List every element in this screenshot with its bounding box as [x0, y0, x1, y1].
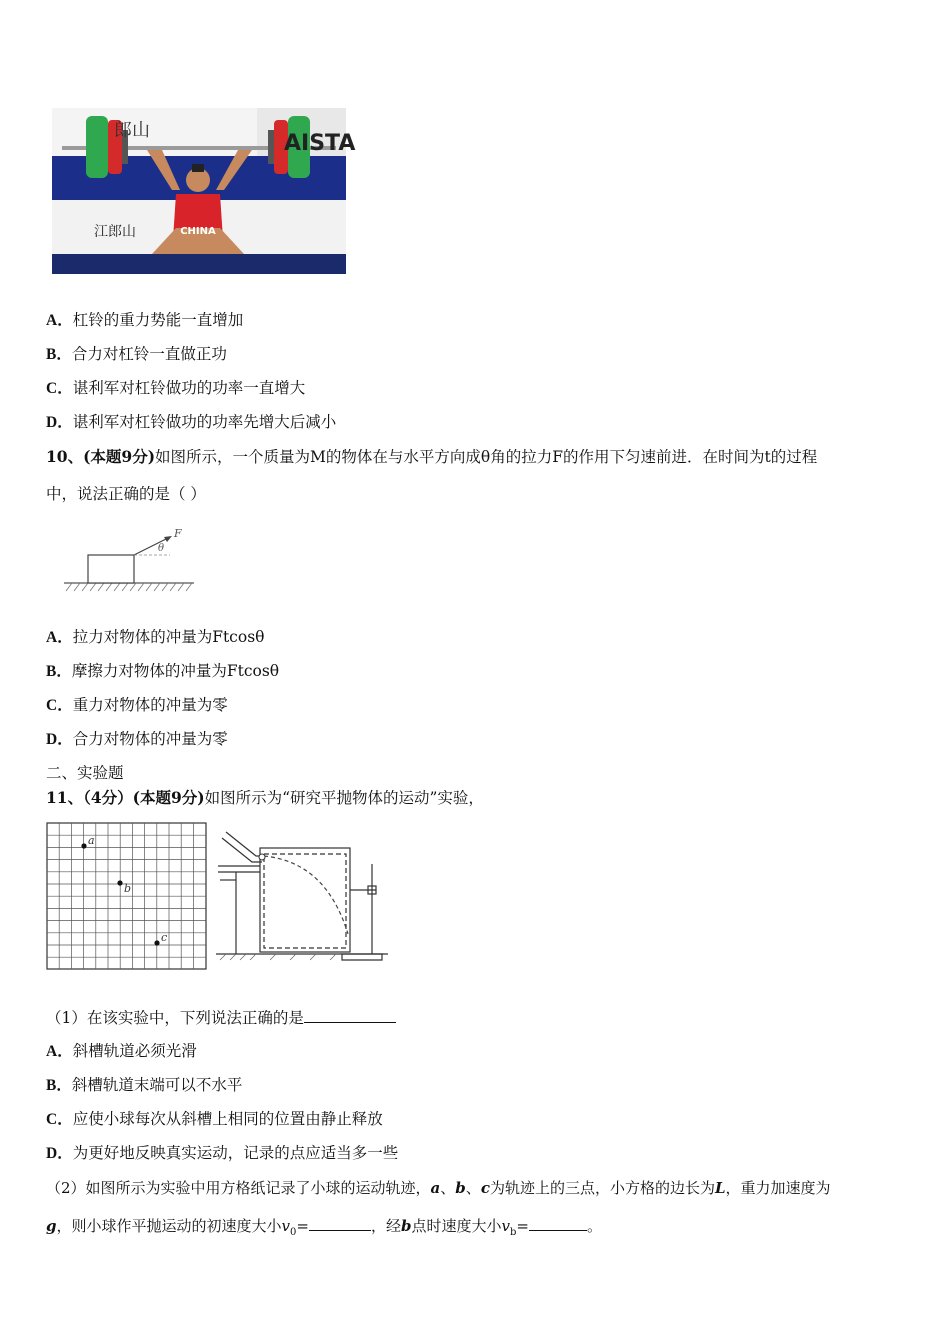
option-letter: C．	[46, 697, 73, 714]
q11-option-c	[46, 1108, 383, 1131]
q9-option-b	[46, 343, 227, 366]
var-L: L	[714, 1179, 726, 1197]
vb-answer-blank[interactable]	[529, 1214, 587, 1231]
q10-force-diagram	[60, 525, 200, 601]
v0-subscript: 0	[290, 1227, 297, 1238]
var-c: c	[480, 1179, 490, 1197]
option-text: 斜槽轨道必须光滑	[72, 1042, 197, 1060]
q11-stem	[46, 787, 484, 809]
point-b	[117, 880, 122, 885]
option-text: 拉力对物体的冲量为Ftcosθ	[72, 628, 265, 646]
banner-left-text: 江郎山	[94, 224, 136, 240]
option-letter: B．	[46, 1077, 72, 1094]
option-letter: A．	[46, 629, 73, 646]
option-letter: C．	[46, 380, 73, 397]
option-text: 杠铃的重力势能一直增加	[72, 311, 244, 329]
var-g: g	[46, 1217, 57, 1235]
v0-answer-blank[interactable]	[309, 1214, 371, 1231]
weightlifting-photo	[52, 108, 356, 274]
sponsor-text: AISTA	[284, 131, 356, 156]
q11-option-d	[46, 1142, 398, 1165]
q9-option-c	[46, 377, 305, 400]
part2-text: ，重力加速度为	[725, 1179, 831, 1197]
vb-subscript: b	[509, 1227, 517, 1238]
question-number: 11、	[46, 788, 84, 807]
separator: 、	[440, 1179, 456, 1197]
option-text: 谌利军对杠铃做功的功率先增大后减小	[72, 413, 337, 431]
prompt-text: （1）在该实验中，下列说法正确的是	[46, 1009, 304, 1027]
force-label: F	[174, 527, 182, 540]
q11-option-a	[46, 1040, 197, 1063]
point-c	[154, 940, 159, 945]
q11-option-b	[46, 1074, 242, 1097]
q11-part1-prompt	[46, 1006, 396, 1029]
question-text: 如图所示为“研究平抛物体的运动”实验，	[204, 789, 484, 807]
var-b: b	[455, 1179, 466, 1197]
part2-text: ，经	[370, 1217, 401, 1235]
grid-paper	[46, 822, 208, 972]
option-letter: A．	[46, 1043, 73, 1060]
separator: 、	[465, 1179, 481, 1197]
part2-text: 为轨迹上的三点，小方格的边长为	[489, 1179, 715, 1197]
option-letter: D．	[46, 414, 73, 431]
option-text: 谌利军对杠铃做功的功率一直增大	[72, 379, 306, 397]
question-text: 如图所示，一个质量为M的物体在与水平方向成θ角的拉力F的作用下匀速前进．在时间为t的过程	[155, 448, 818, 466]
equals: =	[296, 1217, 309, 1235]
q10-option-a	[46, 626, 265, 649]
part2-text: ，则小球作平抛运动的初速度大小	[56, 1217, 282, 1235]
q10-option-d	[46, 728, 228, 751]
var-b: b	[400, 1217, 412, 1235]
shirt-text: CHINA	[180, 226, 216, 237]
option-letter: B．	[46, 663, 72, 680]
apparatus-figure	[216, 826, 388, 968]
option-letter: D．	[46, 1145, 73, 1162]
question-points: (本题9分)	[132, 788, 205, 807]
option-letter: D．	[46, 731, 73, 748]
section-title: 二、实验题	[46, 764, 124, 782]
block-force-figure	[60, 525, 200, 597]
option-text: 合力对杠铃一直做正功	[71, 345, 227, 363]
question-text: 中，说法正确的是（ ）	[46, 485, 206, 503]
option-letter: A．	[46, 312, 73, 329]
option-letter: C．	[46, 1111, 73, 1128]
label-c: c	[161, 931, 168, 944]
question-score: （4分）	[83, 788, 133, 807]
question-number: 10、	[46, 447, 84, 466]
part2-text: （2）如图所示为实验中用方格纸记录了小球的运动轨迹，	[46, 1179, 431, 1197]
q10-option-c	[46, 694, 228, 717]
var-vb: v	[501, 1217, 510, 1235]
equals: =	[516, 1217, 529, 1235]
option-text: 重力对物体的冲量为零	[72, 696, 228, 714]
option-text: 摩擦力对物体的冲量为Ftcosθ	[71, 662, 280, 680]
part2-text: 点时速度大小	[411, 1217, 502, 1235]
label-a: a	[88, 834, 95, 847]
banner-top-text: 郎山	[114, 120, 150, 141]
answer-blank[interactable]	[304, 1006, 396, 1023]
q9-option-a	[46, 309, 243, 332]
option-text: 合力对物体的冲量为零	[72, 730, 228, 748]
point-a	[81, 843, 86, 848]
q10-stem-line2	[46, 483, 206, 505]
option-text: 斜槽轨道末端可以不水平	[71, 1076, 243, 1094]
q11-part2-line2	[46, 1214, 602, 1244]
projectile-apparatus	[216, 826, 388, 964]
q10-stem-line1	[46, 446, 817, 468]
part2-text: 。	[586, 1217, 602, 1235]
q10-option-b	[46, 660, 279, 683]
var-v0: v	[281, 1217, 290, 1235]
q9-option-d	[46, 411, 336, 434]
q11-part2-line1	[46, 1177, 831, 1199]
option-text: 应使小球每次从斜槽上相同的位置由静止释放	[72, 1110, 383, 1128]
option-text: 为更好地反映真实运动，记录的点应适当多一些	[72, 1144, 399, 1162]
label-b: b	[124, 882, 132, 895]
grid-trajectory-figure	[46, 822, 208, 976]
weightlifting-illustration	[52, 108, 356, 274]
option-letter: B．	[46, 346, 72, 363]
angle-label: θ	[158, 543, 165, 554]
question-points: (本题9分)	[83, 447, 156, 466]
var-a: a	[430, 1179, 441, 1197]
